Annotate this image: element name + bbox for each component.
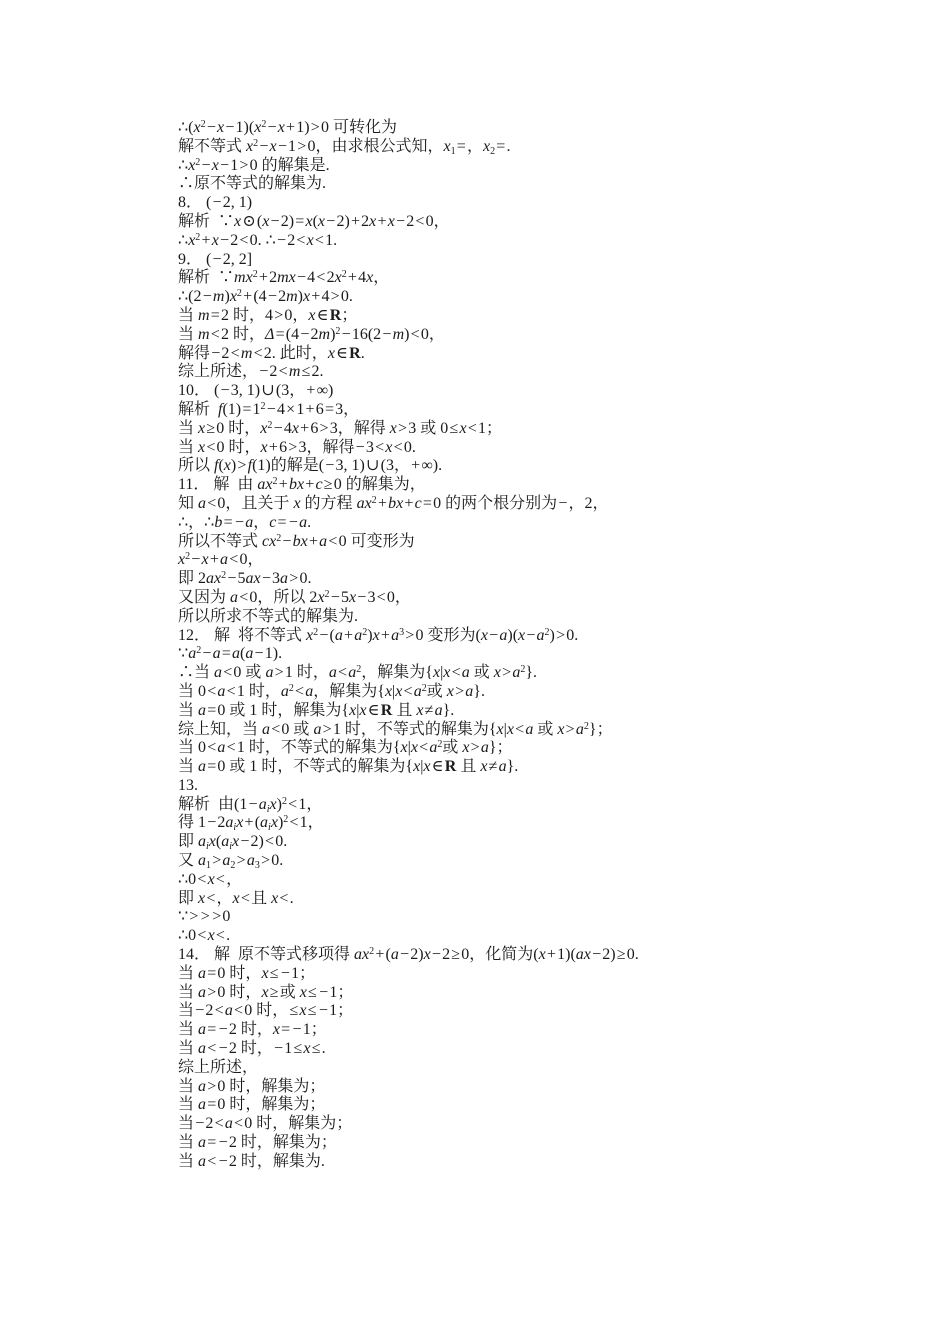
- text-line: ∴原不等式的解集为.: [178, 175, 327, 193]
- text-line: 9． (−2, 2]: [178, 250, 253, 268]
- text-line: 12． 解 将不等式 $x^2-(a+a^2)x+a^3>0$ 变形为$(x-a)(x-a^2)>0$.: [178, 626, 579, 644]
- text-line: 又因为 a<0，所以 $2x^2-5x-3<0$，: [178, 588, 411, 606]
- text-line: $\therefore(2-m)x^2+(4-2m)x+4>0$.: [178, 288, 353, 306]
- text-line: 11． 解 由 $ax^2+bx+c\ge 0$ 的解集为，: [178, 476, 426, 494]
- text-line: 当 0<a<1 时，$a^2<a$，解集为{$x|x<a^2$或 x>a}.: [178, 682, 485, 700]
- text-line: 8． (−2, 1): [178, 194, 253, 212]
- text-line: 知 a<0，且关于 x 的方程 $ax^2+bx+c=0$ 的两个根分别为−，2，: [178, 494, 609, 512]
- text-line: 当 0<a<1 时，不等式的解集为{$x|x<a^2$或 x>a}；: [178, 739, 513, 757]
- text-line: 当 a= −2 时，x= −1；: [178, 1021, 327, 1039]
- text-line: ∴0<x<，: [178, 870, 243, 888]
- text-line: 当 a>0 时，x≥或 x≤ −1；: [178, 983, 354, 1001]
- text-line: 当 a< −2 时，解集为.: [178, 1152, 325, 1170]
- text-line: $\therefore x^2-x-1>0$ 的解集是.: [178, 156, 330, 174]
- text-line: 解析 ∵x⊙(x−2)=x(x−2)+2x+x−2<0，: [178, 212, 450, 230]
- text-line: 当 a< −2 时，−1≤x≤.: [178, 1040, 326, 1058]
- text-line: ∴0<x<.: [178, 927, 231, 945]
- text-line: $\because a^2-a=a(a-1)$.: [178, 645, 283, 663]
- text-line: 10． (−3, 1)∪(3，+∞): [178, 382, 334, 400]
- text-line: 即 x<，x<且 x<.: [178, 889, 294, 907]
- text-line: 所以所求不等式的解集为.: [178, 607, 359, 625]
- text-line: 综上知，当 a<0 或 a>1 时，不等式的解集为{x|x<a 或 $x>a^2$}；: [178, 720, 613, 738]
- text-line: 解析 由$(1-a_ix)^2<1$，: [178, 795, 323, 815]
- solution-text-block: [178, 119, 878, 1172]
- text-line: 即 $a_ix(a_ix-2)<0$.: [178, 833, 288, 853]
- text-line: 13.: [178, 776, 198, 794]
- text-line: 当 m=2 时，4>0，x∈R；: [178, 306, 358, 324]
- text-line: 当 a>0 时，解集为；: [178, 1077, 326, 1095]
- text-line: ∴当 a<0 或 a>1 时，$a<a^2$，解集为{x|x<a 或 $x>a^2$}.: [178, 664, 537, 682]
- text-line: 当 a=0 时，解集为；: [178, 1096, 326, 1114]
- text-line: 当−2<a<0 时，≤x≤ −1；: [178, 1002, 354, 1020]
- text-line: 当 a= −2 时，解集为；: [178, 1134, 337, 1152]
- text-line: 解析 $f(1)=1^2-4\times 1+6=3$，: [178, 400, 360, 418]
- text-line: 当−2<a<0 时，解集为；: [178, 1115, 353, 1133]
- text-line: $\therefore x^2+x-2<0$. ∴−2<x<1.: [178, 231, 338, 249]
- text-line: 得 $1-2a_ix+(a_ix)^2<1$，: [178, 814, 324, 834]
- text-line: 解得−2<m<2. 此时，x∈R.: [178, 344, 365, 362]
- text-line: ∵> > >0: [178, 908, 231, 926]
- text-line: 当 m<2 时，$\Delta=(4-2m)^2-16(2-m)<0$，: [178, 325, 445, 343]
- text-line: 解析 $\because mx^2+2mx-4<2x^2+4x$，: [178, 269, 390, 287]
- text-line: 综上所述，−2<m≤2.: [178, 363, 324, 381]
- text-line: 即 $2ax^2-5ax-3a>0$.: [178, 570, 312, 588]
- text-line: 当 a=0 或 1 时，解集为{x|x∈R 且 x≠a}.: [178, 701, 455, 719]
- text-line: 所以 f(x)>f(1)的解是(−3, 1)∪(3，+∞).: [178, 457, 443, 475]
- text-line: 14． 解 原不等式移项得 $ax^2+(a-2)x-2\ge 0$，化简为(x+1)(ax−2)≥0.: [178, 946, 639, 964]
- text-line: 解不等式 $x^2-x-1>0$，由求根公式知，$x_1=$，$x_2=$.: [178, 137, 511, 157]
- text-line: $x^2-x+a<0$，: [178, 551, 264, 569]
- text-line: 当 x≥0 时，$x^2-4x+6>3$，解得 x>3 或 0≤x<1；: [178, 419, 502, 437]
- text-line: 又 $a_1>a_2>a_3>0$.: [178, 852, 284, 872]
- text-line: 当 a=0 时，x≤ −1；: [178, 964, 316, 982]
- text-line: 当 x<0 时，x+6>3，解得−3<x<0.: [178, 438, 416, 456]
- text-line: ∴，∴b= −a，c= −a.: [178, 513, 312, 531]
- text-line: 综上所述，: [178, 1058, 259, 1076]
- text-line: 所以不等式 $cx^2-bx+a<0$ 可变形为: [178, 532, 415, 550]
- text-line: $\therefore(x^2-x-1)(x^2-x+1)>0$ 可转化为: [178, 119, 397, 136]
- text-line: 当 a=0 或 1 时，不等式的解集为{x|x∈R 且 x≠a}.: [178, 758, 519, 776]
